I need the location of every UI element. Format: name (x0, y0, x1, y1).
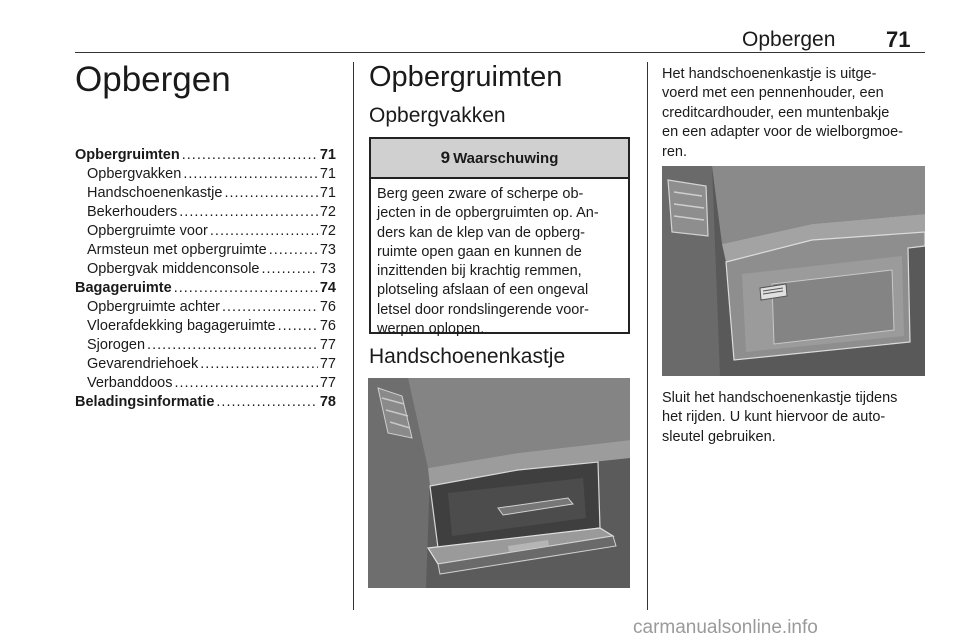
toc-entry-label: Bekerhouders (87, 204, 178, 220)
toc-entry[interactable] (75, 241, 336, 260)
warning-box (369, 137, 630, 338)
paragraph-line: Het handschoenenkastje is uitge- (662, 66, 877, 82)
paragraph-line: voerd met een pennenhouder, een (662, 85, 884, 102)
toc-entry[interactable] (75, 355, 336, 374)
paragraph-line: en een adapter voor de wielborgmoe- (662, 124, 904, 141)
toc-entry-page: 76 (319, 318, 336, 334)
warning-text-line: letsel door rondslingerende voor- (377, 301, 589, 318)
paragraph-line: Sluit het handschoenenkastje tijdens (662, 390, 898, 406)
warning-text-line: ders kan de klep van de opberg- (377, 224, 585, 241)
watermark: carmanualsonline.info (633, 617, 818, 638)
warning-text-line: inzittenden bij krachtig remmen, (377, 263, 582, 280)
subsection-title: Opbergvakken (369, 104, 506, 127)
toc-entry[interactable] (75, 146, 336, 165)
chapter-title: Opbergen (75, 60, 231, 99)
toc-entry[interactable] (75, 203, 336, 222)
toc-entry[interactable] (75, 184, 336, 203)
toc-leader-dots (174, 279, 318, 298)
toc-entry-page: 72 (319, 204, 336, 220)
page-number: 71 (886, 27, 911, 52)
warning-text-line: Berg geen zware of scherpe ob- (377, 186, 584, 202)
glovebox-description (662, 65, 927, 162)
toc-entry-label: Opbergvakken (87, 166, 182, 182)
section-glovebox-title: Handschoenenkastje (369, 345, 566, 368)
paragraph-line: ren. (662, 143, 687, 160)
toc-entry-page: 77 (319, 356, 336, 372)
header-divider (75, 52, 925, 53)
toc-entry-page: 74 (319, 280, 336, 296)
paragraph-line: sleutel gebruiken. (662, 428, 776, 445)
toc-entry-label: Gevarendriehoek (87, 356, 199, 372)
glovebox-lock-note (662, 389, 927, 447)
toc-entry-label: Verbanddoos (87, 375, 173, 391)
toc-entry[interactable] (75, 260, 336, 279)
column-divider-right (647, 62, 648, 610)
toc-leader-dots (224, 184, 317, 203)
warning-text-line: ruimte open gaan en kunnen de (377, 243, 582, 260)
toc-entry-label: Vloerafdekking bagageruimte (87, 318, 276, 334)
toc-entry-page: 71 (319, 185, 336, 201)
toc-entry-label: Opbergruimte voor (87, 223, 208, 239)
toc-entry-page: 78 (319, 394, 336, 410)
toc-entry-label: Beladingsinformatie (75, 394, 215, 410)
toc-entry[interactable] (75, 165, 336, 184)
toc-entry[interactable] (75, 374, 336, 393)
warning-text-line: jecten in de opbergruimten op. An- (377, 205, 599, 222)
warning-heading: Waarschuwing (453, 149, 559, 167)
toc-entry-page: 76 (319, 299, 336, 315)
warning-header (371, 139, 628, 179)
toc-leader-dots (200, 355, 318, 374)
warning-text-line: werpen oplopen. (377, 321, 485, 338)
toc-entry-page: 73 (319, 242, 336, 258)
toc-entry[interactable] (75, 279, 336, 298)
toc-entry-label: Bagageruimte (75, 280, 172, 296)
glovebox-open-illustration (368, 378, 630, 588)
toc-leader-dots (216, 393, 317, 412)
toc-entry-page: 77 (319, 375, 336, 391)
toc-entry-page: 71 (319, 147, 336, 163)
table-of-contents (75, 146, 336, 412)
toc-entry[interactable] (75, 336, 336, 355)
toc-entry-page: 77 (319, 337, 336, 353)
toc-entry-label: Opbergruimten (75, 147, 180, 163)
warning-text-line: plotseling afslaan of een ongeval (377, 282, 589, 299)
toc-entry-label: Armsteun met opbergruimte (87, 242, 267, 258)
toc-entry-page: 72 (319, 223, 336, 239)
toc-entry[interactable] (75, 393, 336, 412)
glovebox-closed-illustration (662, 166, 925, 376)
toc-leader-dots (269, 241, 318, 260)
toc-leader-dots (262, 260, 318, 279)
toc-entry-page: 73 (319, 261, 336, 277)
toc-entry-label: Opbergruimte achter (87, 299, 220, 315)
paragraph-line: creditcardhouder, een muntenbakje (662, 104, 890, 121)
toc-entry[interactable] (75, 298, 336, 317)
toc-leader-dots (222, 298, 318, 317)
warning-icon: 9 (440, 148, 451, 167)
toc-entry-label: Sjorogen (87, 337, 146, 353)
toc-entry[interactable] (75, 222, 336, 241)
toc-entry-page: 71 (319, 166, 336, 182)
toc-leader-dots (147, 336, 318, 355)
toc-leader-dots (179, 203, 318, 222)
toc-leader-dots (174, 374, 317, 393)
toc-leader-dots (183, 165, 318, 184)
running-header-title: Opbergen (742, 28, 836, 51)
toc-leader-dots (182, 146, 318, 165)
column-divider-left (353, 62, 354, 610)
paragraph-line: het rijden. U kunt hiervoor de auto- (662, 409, 886, 426)
toc-entry[interactable] (75, 317, 336, 336)
toc-leader-dots (278, 317, 318, 336)
toc-leader-dots (210, 222, 318, 241)
toc-entry-label: Handschoenenkastje (87, 185, 223, 201)
warning-text (371, 179, 628, 339)
toc-entry-label: Opbergvak middenconsole (87, 261, 260, 277)
section-title: Opbergruimten (369, 61, 563, 93)
